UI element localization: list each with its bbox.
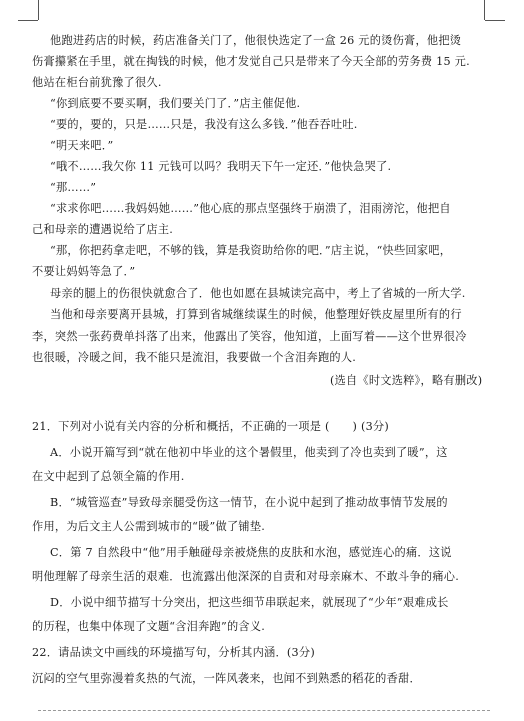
story-line: 母亲的腿上的伤很快就愈合了．他也如愿在县城读完高中，考上了省城的一所大学. <box>50 287 466 300</box>
story-line: 他站在柜台前犹豫了很久. <box>32 76 162 89</box>
story-source: (选自《时文选粹》，略有删改) <box>330 374 483 387</box>
story-line: “那，你把药拿走吧，不够的钱，算是我资助给你的吧．”店主说，“快些回家吧， <box>50 244 452 257</box>
option-d: D．小说中细节描写十分突出，把这些细节串联起来，就展现了“少年”艰难成长 <box>50 596 449 609</box>
story-line: “明天来吧．” <box>50 139 114 152</box>
story-line: “哦不……我欠你 11 元钱可以吗？我明天下午一定还．”他快急哭了. <box>50 160 392 173</box>
crop-mark-left <box>38 0 39 20</box>
story-line: 他跑进药店的时候，药店准备关门了，他很快选定了一盒 26 元的烫伤膏，他把烫 <box>50 34 462 47</box>
crop-mark-right-h <box>485 20 505 21</box>
story-line: 李，突然一张药费单抖落了出来，他露出了笑容，他知道，上面写着——这个世界很冷 <box>32 330 467 343</box>
story-line: “要的，要的，只是……只是，我没有这么多钱．”他吞吞吐吐. <box>50 118 358 131</box>
option-b-cont: 作用，为后文主人公需到城市的“暖”做了铺垫. <box>32 520 266 533</box>
quoted-sentence: 沉闷的空气里弥漫着炙热的气流，一阵风袭来，也闻不到熟悉的稻花的香甜． <box>32 672 421 685</box>
story-line: “求求你吧……我妈妈她……”他心底的那点坚强终于崩溃了，泪雨滂沱，他把自 <box>50 202 451 215</box>
crop-mark-left-h <box>18 20 38 21</box>
story-line: 己和母亲的遭遇说给了店主. <box>32 223 174 236</box>
option-a: A．小说开篇写到“就在他初中毕业的这个暑假里，他卖到了冷也卖到了暖”，这 <box>50 446 448 459</box>
option-b: B．“城管巡查”导致母亲腿受伤这一情节，在小说中起到了推动故事情节发展的 <box>50 496 448 509</box>
option-d-cont: 的历程，也集中体现了文题“含泪奔跑”的含义. <box>32 620 266 633</box>
option-c-cont: 明他理解了母亲生活的艰难．也流露出他深深的自责和对母亲麻木、不敢斗争的痛心. <box>32 570 459 583</box>
question-stem: 21．下列对小说有关内容的分析和概括，不正确的一项是 ( ) (3分) <box>32 420 389 433</box>
option-a-cont: 在文中起到了总领全篇的作用. <box>32 470 185 483</box>
question-stem: 22．请品读文中画线的环境描写句，分析其内涵．(3分) <box>32 646 315 659</box>
option-c: C．第 7 自然段中“他”用手触碰母亲被烧焦的皮肤和水泡，感觉连心的痛．这说 <box>50 546 452 559</box>
story-line: 不要让妈妈等急了．” <box>32 265 136 278</box>
answer-line[interactable] <box>38 710 490 711</box>
story-line: 也很暖，冷暖之间，我不能只是流泪，我要做一个含泪奔跑的人. <box>32 351 357 364</box>
story-line: 当他和母亲要离开县城，打算到省城继续谋生的时候，他整理好铁皮屋里所有的行 <box>50 308 462 321</box>
crop-mark-right <box>484 0 485 20</box>
story-line: “你到底要不要买啊，我们要关门了．”店主催促他. <box>50 97 301 110</box>
story-line: “那……” <box>50 181 97 194</box>
story-line: 伤膏攥紧在手里，就在掏钱的时候，他才发觉自己只是带来了今天全部的劳务费 15 元. <box>32 55 470 68</box>
